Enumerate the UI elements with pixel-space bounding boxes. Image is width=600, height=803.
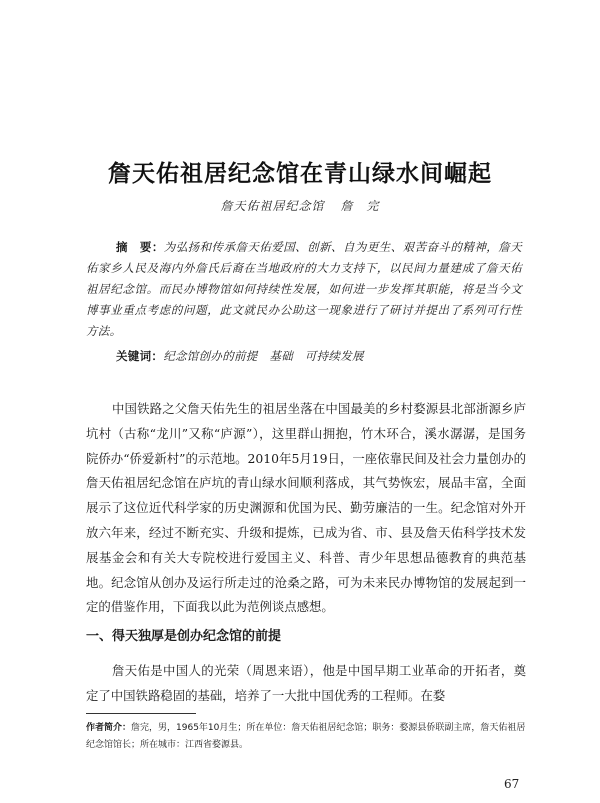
keywords: [86, 346, 522, 366]
abstract-text: 为弘扬和传承詹天佑爱国、创新、自为更生、艰苦奋斗的精神，詹天佑家乡人民及海内外詹氏后裔在当地政府的大力支持下，以民间力量建成了詹天佑祖居纪念馆。而民办博物馆如何持续性发展，如何进一步发挥其职能，将是当今文博事业重点考虑的问题，此文就民办公助这一现象进行了研讨并提出了系列可行性方法。: [86, 240, 522, 338]
author-footnote: [86, 720, 526, 754]
abstract: [86, 237, 522, 342]
byline: [0, 197, 600, 214]
section-paragraph: 詹天佑是中国人的光荣（周恩来语），他是中国早期工业革命的开拓者，奠定了中国铁路稳固的基础，培养了一大批中国优秀的工程师。在婺: [86, 663, 526, 703]
abstract-label: 摘 要：: [116, 240, 164, 254]
intro-paragraph: 中国铁路之父詹天佑先生的祖居坐落在中国最美的乡村婺源县北部浙源乡庐坑村（古称“龙川”又称“庐源”），这里群山拥抱，竹木环合，溪水潺潺，是国务院侨办“侨爱新村”的示范地。2010年5月19日，一座依靠民间及社会力量创办的詹天佑祖居纪念馆在庐坑的青山绿水间顺利落成，其气势恢宏，展品丰富，全面展示了这位近代科学家的历史渊源和优国为民、勤劳廉洁的一生。纪念馆对外开放六年来，经过不断充实、升级和提炼，已成为省、市、县及詹天佑科学技术发展基金会和有关大专院校进行爱国主义、科普、青少年思想品德教育的典范基地。纪念馆从创办及运行所走过的沧桑之路，可为未来民办博物馆的发展起到一定的借鉴作用，下面我以此为范例谈点感想。: [86, 401, 526, 615]
author-name: 詹 完: [340, 199, 380, 213]
article-title: 詹天佑祖居纪念馆在青山绿水间崛起: [108, 160, 492, 188]
section-heading: 一、得天独厚是创办纪念馆的前提: [86, 629, 282, 644]
keywords-label: 关键词：: [116, 349, 164, 363]
footnote-text: 詹完，男，1965年10月生；所在单位：詹天佑祖居纪念馆；职务：婺源县侨联副主席，詹天佑祖居纪念馆馆长；所在城市：江西省婺源县。: [86, 723, 526, 750]
page-number: 67: [504, 777, 520, 791]
author-institution: 詹天佑祖居纪念馆: [220, 199, 325, 213]
footnote-divider: [86, 713, 196, 714]
footnote-label: 作者简介：: [86, 723, 132, 733]
keywords-text: 纪念馆创办的前提 基础 可持续发展: [163, 349, 364, 363]
